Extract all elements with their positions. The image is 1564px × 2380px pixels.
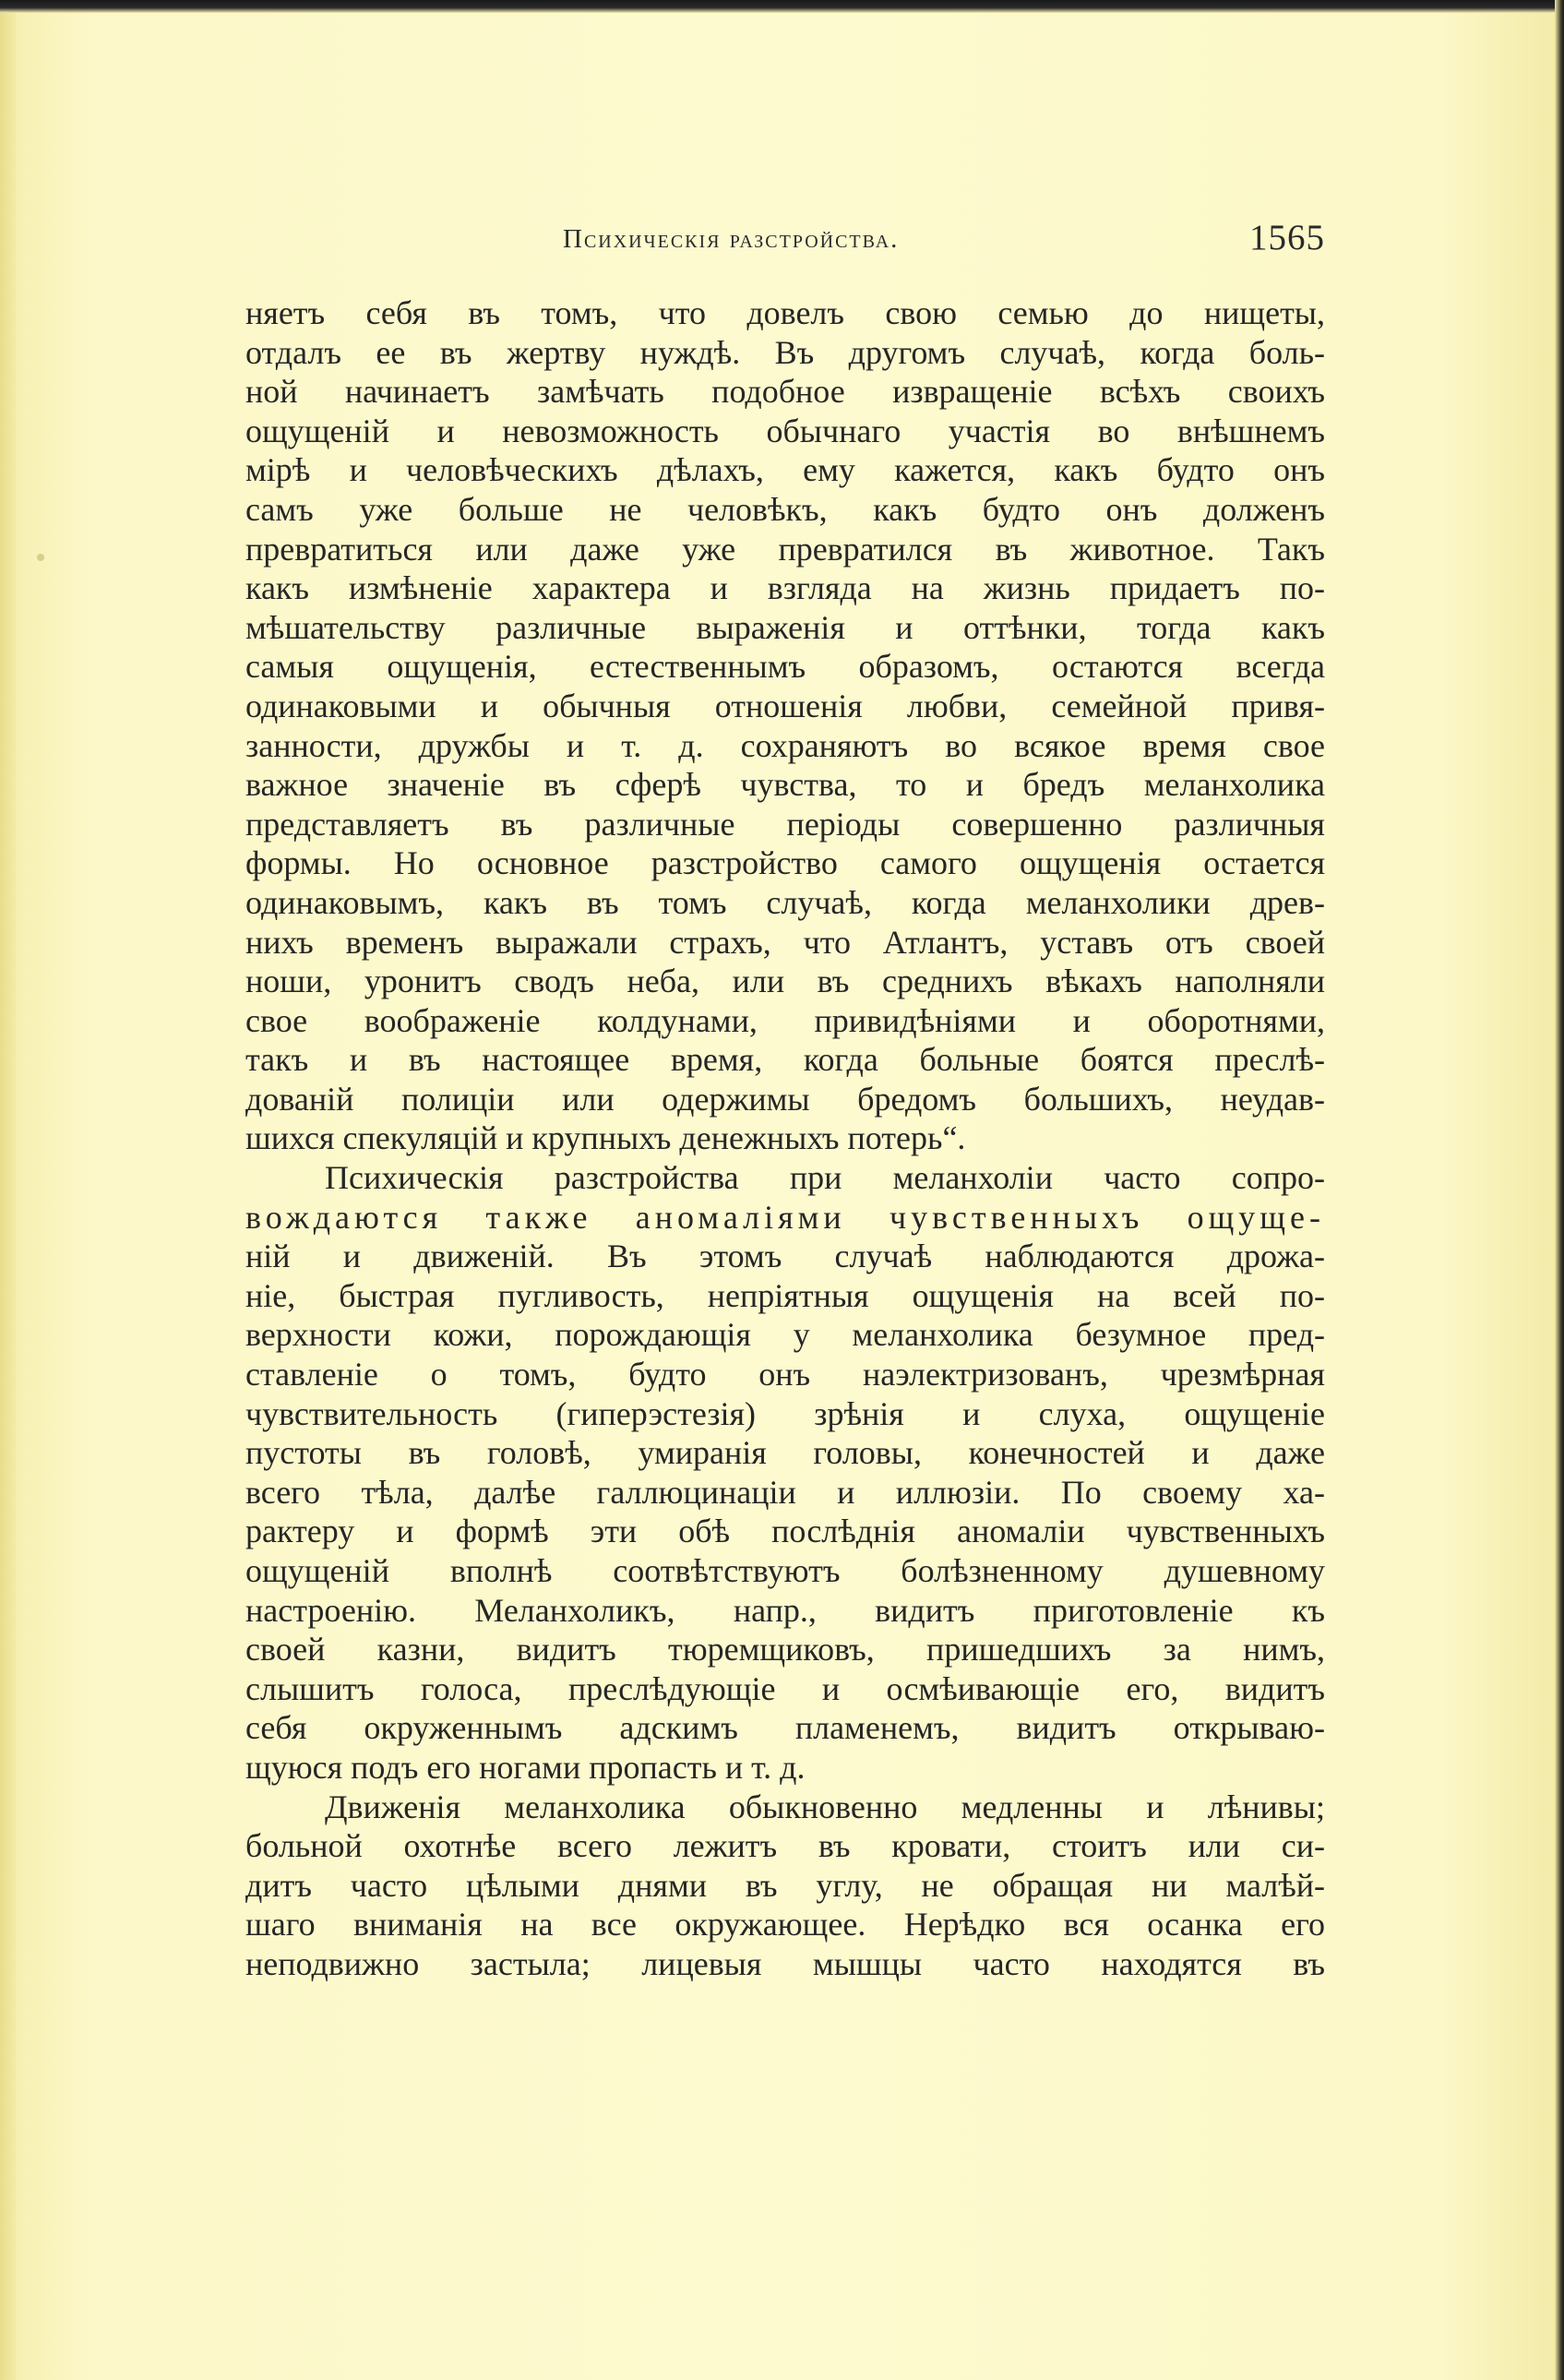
text-line: своей казни, видитъ тюремщиковъ, пришедшихъ за нимъ,: [245, 1631, 1325, 1668]
text-line: ной начинаетъ замѣчать подобное извращеніе всѣхъ своихъ: [245, 373, 1325, 411]
text-line: больной охотнѣе всего лежитъ въ кровати, стоитъ или си-: [245, 1827, 1325, 1865]
spaced-emphasis-line: вождаются также аномаліями чувственныхъ ощуще-: [245, 1198, 1325, 1236]
text-line: себя окруженнымъ адскимъ пламенемъ, видитъ открываю-: [245, 1709, 1325, 1747]
text-line: шаго вниманія на все окружающее. Нерѣдко вся осанка его: [245, 1906, 1325, 1943]
paper-spot: [37, 554, 44, 561]
text-line: ощущеній вполнѣ соотвѣтствуютъ болѣзненному душевному: [245, 1552, 1325, 1589]
text-line: ніе, быстрая пугливость, непріятныя ощущенія на всей по-: [245, 1276, 1325, 1314]
text-line: мірѣ и человѣческихъ дѣлахъ, ему кажется, какъ будто онъ: [245, 451, 1325, 489]
text-line: такъ и въ настоящее время, когда больные боятся преслѣ-: [245, 1041, 1325, 1079]
text-line: ноши, уронитъ сводъ неба, или въ среднихъ вѣкахъ наполняли: [245, 963, 1325, 1000]
page-left-margin-shadow: [0, 0, 17, 2380]
text-line: настроенію. Меланхоликъ, напр., видитъ приготовленіе къ: [245, 1591, 1325, 1629]
text-line: рактеру и формѣ эти обѣ послѣднія аномаліи чувственныхъ: [245, 1513, 1325, 1550]
text-line: формы. Но основное разстройство самого ощущенія остается: [245, 844, 1325, 882]
text-line: отдалъ ее въ жертву нуждѣ. Въ другомъ случаѣ, когда боль-: [245, 333, 1325, 371]
text-line: нихъ временъ выражали страхъ, что Атлантъ, уставъ отъ своей: [245, 923, 1325, 961]
paragraph-end-line: шихся спекуляцій и крупныхъ денежныхъ потерь“.: [245, 1119, 966, 1157]
text-line: самъ уже больше не человѣкъ, какъ будто онъ долженъ: [245, 490, 1325, 528]
text-line: важное значеніе въ сферѣ чувства, то и бредъ меланхолика: [245, 766, 1325, 804]
scan-right-border: [1555, 0, 1564, 2380]
text-line: чувствительность (гиперэстезія) зрѣнія и слуха, ощущеніе: [245, 1394, 1325, 1432]
text-line: дованій полиціи или одержимы бредомъ большихъ, неудав-: [245, 1080, 1325, 1118]
text-line: представляетъ въ различные періоды совершенно различныя: [245, 805, 1325, 843]
text-line: неподвижно застыла; лицевыя мышцы часто находятся въ: [245, 1944, 1325, 1982]
text-line: превратиться или даже уже превратился въ животное. Такъ: [245, 530, 1325, 568]
text-line: одинаковыми и обычныя отношенія любви, семейной привя-: [245, 687, 1325, 724]
text-line: ощущеній и невозможность обычнаго участія во внѣшнемъ: [245, 412, 1325, 449]
text-line: верхности кожи, порождающія у меланхолика безумное пред-: [245, 1316, 1325, 1354]
text-line: ставленіе о томъ, будто онъ наэлектризованъ, чрезмѣрная: [245, 1356, 1325, 1393]
text-line: слышитъ голоса, преслѣдующіе и осмѣивающіе его, видитъ: [245, 1669, 1325, 1707]
page-number: 1565: [1249, 218, 1325, 257]
text-line: няетъ себя въ томъ, что довелъ свою семью до нищеты,: [245, 294, 1325, 331]
text-line: самыя ощущенія, естественнымъ образомъ, остаются всегда: [245, 648, 1325, 686]
text-line: всего тѣла, далѣе галлюцинаціи и иллюзіи. По своему ха-: [245, 1473, 1325, 1511]
scan-top-border: [0, 0, 1564, 13]
text-line: дитъ часто цѣлыми днями въ углу, не обращая ни малѣй-: [245, 1866, 1325, 1904]
text-line: мѣшательству различные выраженія и оттѣнки, тогда какъ: [245, 608, 1325, 646]
paragraph-end-line: щуюся подъ его ногами пропасть и т. д.: [245, 1748, 806, 1786]
text-line: занности, дружбы и т. д. сохраняютъ во всякое время свое: [245, 726, 1325, 764]
paragraph-start-line: Движенія меланхолика обыкновенно медленны и лѣнивы;: [325, 1788, 1325, 1825]
text-line: одинаковымъ, какъ въ томъ случаѣ, когда меланхолики древ-: [245, 883, 1325, 921]
text-line: свое воображеніе колдунами, привидѣніями и оборотнями,: [245, 1001, 1325, 1039]
running-title: Психическія разстройства.: [563, 224, 900, 254]
text-line: какъ измѣненіе характера и взгляда на жизнь придаетъ по-: [245, 569, 1325, 607]
paragraph-start-line: Психическія разстройства при меланхоліи часто сопро-: [325, 1159, 1325, 1197]
page-header: [245, 217, 1325, 272]
body-text: [245, 293, 1325, 1984]
text-line: пустоты въ головѣ, умиранія головы, конечностей и даже: [245, 1434, 1325, 1472]
text-line: ній и движеній. Въ этомъ случаѣ наблюдаются дрожа-: [245, 1238, 1325, 1275]
